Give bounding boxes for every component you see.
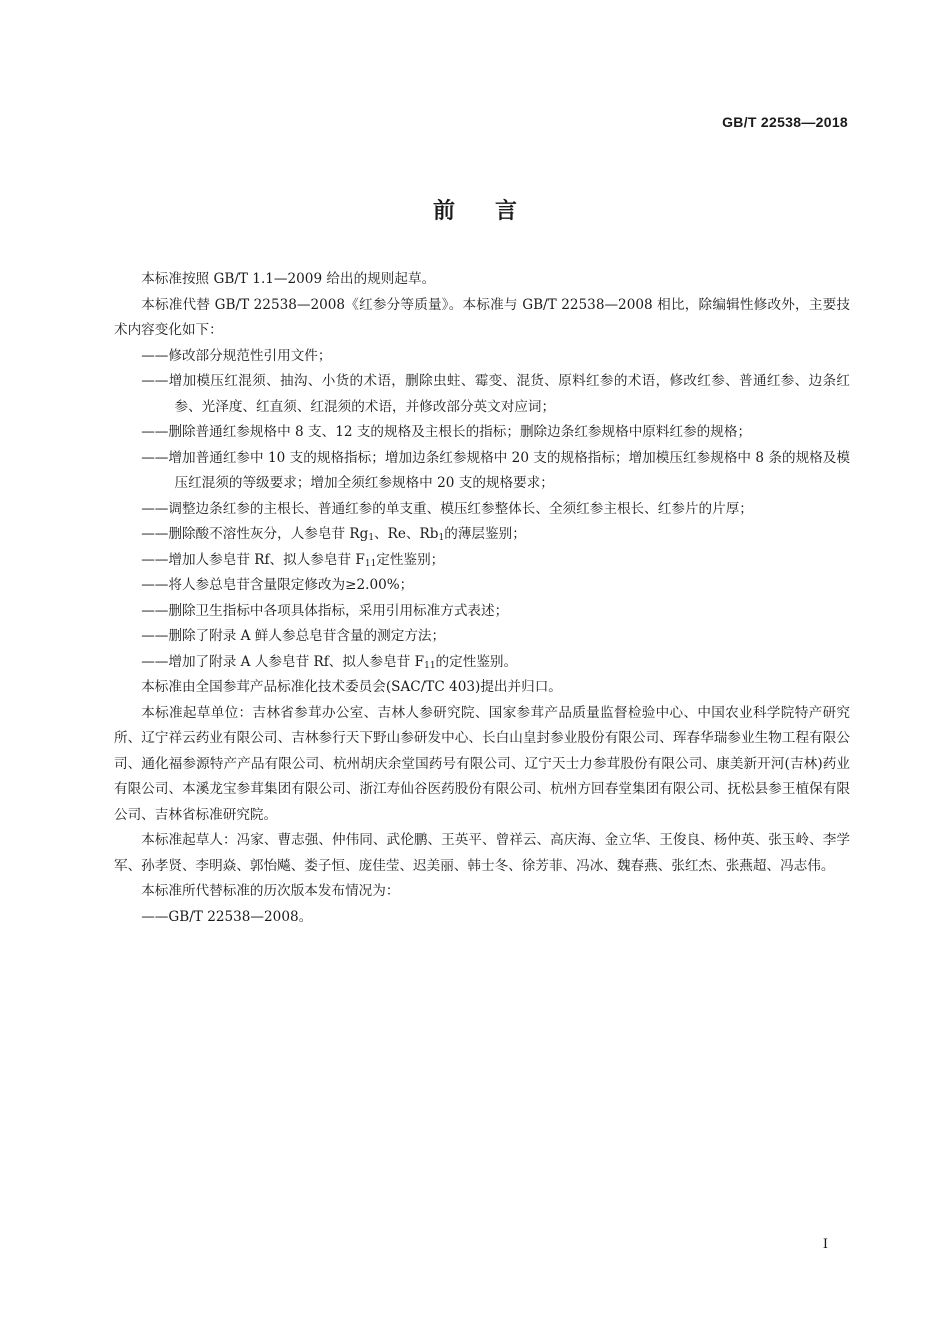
paragraph-drafting-rules: 本标准按照 GB/T 1.1—2009 给出的规则起草。 — [141, 271, 436, 287]
change-item — [114, 369, 850, 420]
page-number: I — [822, 1237, 828, 1252]
change-item — [114, 497, 850, 523]
change-item-text: ——调整边条红参的主根长、普通红参的单支重、模压红参整体长、全须红参主根长、红参片的片厚； — [141, 500, 753, 517]
change-item-text: ——修改部分规范性引用文件； — [141, 347, 332, 364]
paragraph-replaces: 本标准代替 GB/T 22538—2008《红参分等质量》。本标准与 GB/T 22538—2008 相比，除编辑性修改外，主要技术内容变化如下： — [114, 296, 850, 338]
change-item — [114, 446, 850, 497]
change-item-text: ——将人参总皂苷含量限定修改为≥2.00%； — [141, 577, 414, 593]
change-item — [114, 548, 850, 574]
paragraph-drafting-units: 本标准起草单位：吉林省参茸办公室、吉林人参研究院、国家参茸产品质量监督检验中心、中国农业科学院特产研究所、辽宁祥云药业有限公司、吉林参行天下野山参研发中心、长白山皇封参业股份有限公司、珲春华瑞参业生物工程有限公司、通化福参源特产产品有限公司、杭州胡庆余堂国药号有限公司、辽宁天士力参茸股份有限公司、康美新开河(吉林)药业有限公司、本溪龙宝参茸集团有限公司、浙江寿仙谷医药股份有限公司、杭州方回春堂集团有限公司、抚松县参王植保有限公司、吉林省标准研究院。 — [114, 704, 850, 823]
paragraph-drafters: 本标准起草人：冯家、曹志强、仲伟同、武伦鹏、王英平、曾祥云、高庆海、金立华、王俊良、杨仲英、张玉岭、李学军、孙孝贤、李明焱、郭怡飚、娄子恒、庞佳莹、迟美丽、韩士冬、徐芳菲、冯冰、魏春燕、张红杰、张燕超、冯志伟。 — [114, 832, 850, 874]
change-item — [114, 624, 850, 650]
change-item-text — [141, 650, 850, 676]
text-segment: 的定性鉴别。 — [435, 653, 518, 670]
paragraph-proposer: 本标准由全国参茸产品标准化技术委员会(SAC/TC 403)提出并归口。 — [141, 679, 562, 695]
change-item-text: ——增加普通红参中 10 支的规格指标；增加边条红参规格中 20 支的规格指标；增加模压红参规格中 8 条的规格及模压红混须的等级要求；增加全须红参规格中 20 支的规格要求； — [141, 449, 850, 491]
change-item — [114, 522, 850, 548]
change-item-text: ——删除卫生指标中各项具体指标，采用引用标准方式表述； — [141, 602, 509, 619]
change-item — [114, 650, 850, 676]
text-segment: ——增加人参皂苷 Rf、拟人参皂苷 F — [141, 551, 365, 568]
history-item-text: ——GB/T 22538—2008。 — [141, 908, 313, 925]
text-segment: 的薄层鉴别； — [444, 526, 526, 542]
subscript: 1 — [368, 533, 375, 543]
history-item — [114, 905, 850, 931]
document-body — [114, 267, 850, 930]
change-item — [114, 599, 850, 625]
change-item — [114, 573, 850, 599]
text-segment: ——删除酸不溶性灰分，人参皂苷 Rg — [141, 526, 369, 542]
change-item — [114, 420, 850, 446]
subscript: 11 — [424, 660, 436, 671]
change-item-text: ——删除了附录 A 鲜人参总皂苷含量的测定方法； — [141, 628, 446, 644]
text-segment: 定性鉴别； — [376, 551, 445, 568]
change-item — [114, 344, 850, 370]
standard-code: GB/T 22538—2018 — [722, 114, 848, 130]
page-title: 前言 — [432, 198, 557, 224]
paragraph-history: 本标准所代替标准的历次版本发布情况为： — [141, 883, 400, 899]
text-segment: 、Re、Rb — [374, 526, 439, 542]
change-item-text: ——删除普通红参规格中 8 支、12 支的规格及主根长的指标；删除边条红参规格中原料红参的规格； — [141, 424, 752, 440]
change-item-text: ——增加模压红混须、抽沟、小货的术语，删除虫蛀、霉变、混货、原料红参的术语，修改红参、普通红参、边条红参、光泽度、红直须、红混须的术语，并修改部分英文对应词； — [141, 373, 850, 415]
change-item-text — [141, 522, 850, 548]
change-item-text — [141, 548, 850, 574]
subscript: 1 — [438, 533, 445, 543]
subscript: 11 — [364, 558, 377, 569]
text-segment: ——增加了附录 A 人参皂苷 Rf、拟人参皂苷 F — [141, 653, 425, 670]
